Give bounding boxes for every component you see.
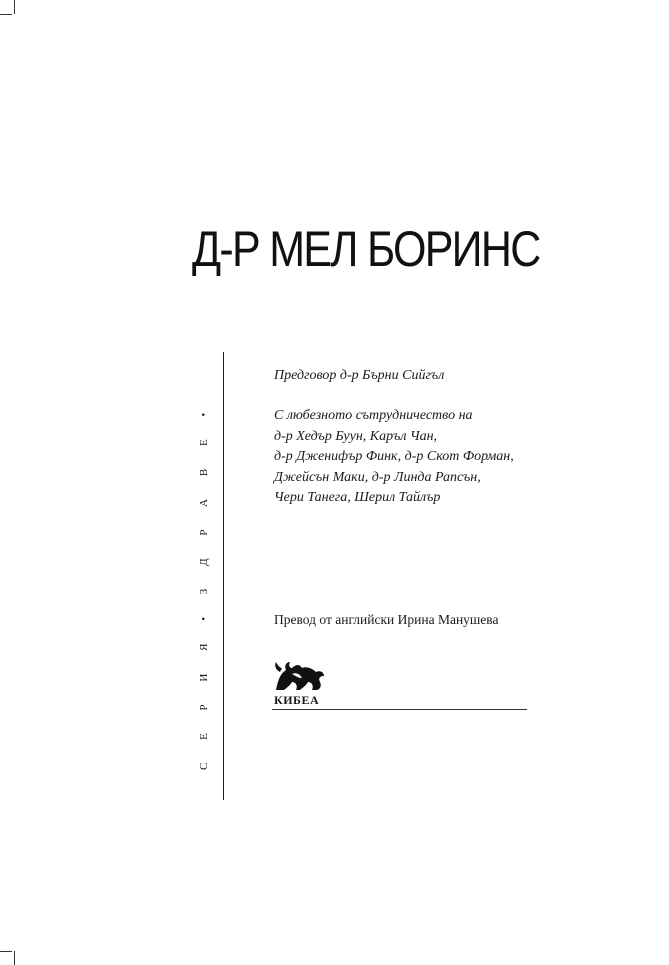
collaboration-line: С любезното сътрудничество на bbox=[274, 408, 473, 423]
author-title: Д-Р МЕЛ БОРИНС bbox=[192, 221, 540, 277]
preface-credit: Предговор д-р Бърни Сийгъл bbox=[274, 368, 445, 383]
translation-credit: Превод от английски Ирина Манушева bbox=[274, 612, 499, 627]
collaboration-line: Чери Танега, Шерил Тайлър bbox=[274, 490, 441, 506]
collaboration-line: д-р Хедър Буун, Каръл Чан, bbox=[274, 428, 438, 444]
publisher-rule bbox=[272, 709, 527, 710]
collaboration-line: д-р Дженифър Финк, д-р Скот Форман, bbox=[274, 449, 514, 465]
collaboration-line: Джейсън Маки, д-р Линда Рапсън, bbox=[274, 469, 481, 485]
crop-mark bbox=[14, 0, 15, 14]
vertical-rule bbox=[223, 352, 224, 800]
crop-mark bbox=[0, 951, 12, 952]
collaboration-credits bbox=[274, 406, 514, 509]
publisher-name: КИБЕА bbox=[274, 693, 320, 707]
crop-mark bbox=[14, 951, 15, 965]
crop-mark bbox=[0, 14, 12, 15]
series-label: С Е Р И Я • З Д Р А В Е • bbox=[198, 402, 210, 770]
